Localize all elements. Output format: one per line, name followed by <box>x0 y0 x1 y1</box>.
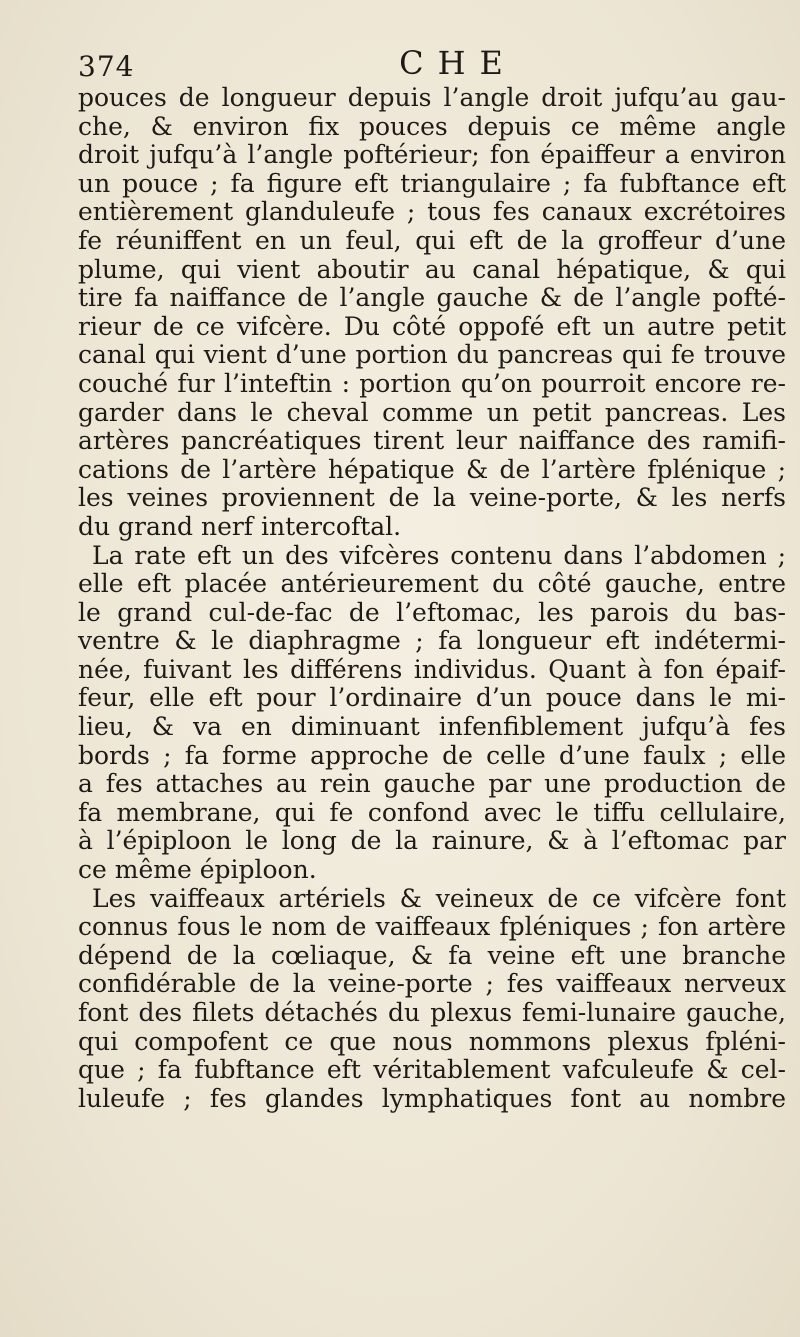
text-line: à l’épiploon le long de la rainure, & à l’eftomac par <box>78 826 786 856</box>
running-head: CHE <box>399 44 517 82</box>
text-line: que ; fa fubftance eft véritablement vafculeufe & cel- <box>78 1055 786 1085</box>
text-line: a fes attaches au rein gauche par une production de <box>78 769 786 799</box>
text-line: rieur de ce vifcère. Du côté oppofé eft un autre petit <box>78 311 786 341</box>
text-line: droit jufqu’à l’angle poftérieur; fon épaiffeur a environ <box>78 140 786 170</box>
text-line: dépend de la cœliaque, & fa veine eft une branche <box>78 940 786 970</box>
text-line: tire fa naiffance de l’angle gauche & de l’angle pofté- <box>78 283 786 313</box>
text-line: che, & environ fix pouces depuis ce même angle <box>78 111 786 141</box>
text-line: née, fuivant les différens individus. Quant à fon épaif- <box>78 654 786 684</box>
text-line: garder dans le cheval comme un petit pancreas. Les <box>78 397 786 427</box>
text-line: ventre & le diaphragme ; fa longueur eft indétermi- <box>78 626 786 656</box>
text-line: le grand cul-de-fac de l’eftomac, les parois du bas- <box>78 597 786 627</box>
paragraph-last-line: ce même épiploon. <box>78 855 317 885</box>
text-line: confidérable de la veine-porte ; fes vaiffeaux nerveux <box>78 969 786 999</box>
paragraph-first-line: Les vaiffeaux artériels & veineux de ce vifcère font <box>92 883 786 913</box>
paragraph-first-line: La rate eft un des vifcères contenu dans l’abdomen ; <box>92 540 786 570</box>
text-line: pouces de longueur depuis l’angle droit jufqu’au gau- <box>78 83 786 112</box>
page-header <box>78 44 786 88</box>
text-line: cations de l’artère hépatique & de l’artère fplénique ; <box>78 454 786 484</box>
text-line: artères pancréatiques tirent leur naiffance des ramifi- <box>78 426 786 456</box>
text-line: bords ; fa forme approche de celle d’une faulx ; elle <box>78 740 786 770</box>
paragraph-last-line: du grand nerf intercoftal. <box>78 511 402 541</box>
text-line: qui compofent ce que nous nommons plexus fpléni- <box>78 1026 786 1056</box>
page-number: 374 <box>78 50 135 83</box>
text-line: luleufe ; fes glandes lymphatiques font au nombre <box>78 1083 786 1113</box>
text-line: connus fous le nom de vaiffeaux fpléniques ; fon artère <box>78 912 786 942</box>
text-line: elle eft placée antérieurement du côté gauche, entre <box>78 569 786 599</box>
text-line: font des filets détachés du plexus femi-lunaire gauche, <box>78 998 786 1027</box>
text-line: les veines proviennent de la veine-porte, & les nerfs <box>78 483 786 513</box>
text-line: feur, elle eft pour l’ordinaire d’un pouce dans le mi- <box>78 683 786 713</box>
text-line: entièrement glanduleufe ; tous fes canaux excrétoires <box>78 197 786 227</box>
text-line: canal qui vient d’une portion du pancreas qui fe trouve <box>78 340 786 370</box>
text-line: fa membrane, qui fe confond avec le tiffu cellulaire, <box>78 797 786 827</box>
text-line: lieu, & va en diminuant infenfiblement jufqu’à fes <box>78 712 786 742</box>
text-line: fe réuniffent en un feul, qui eft de la groffeur d’une <box>78 225 786 255</box>
text-line: plume, qui vient aboutir au canal hépatique, & qui <box>78 254 786 284</box>
text-line: couché fur l’inteftin : portion qu’on pourroit encore re- <box>78 368 786 398</box>
body-text <box>78 84 786 1113</box>
text-line: un pouce ; fa figure eft triangulaire ; fa fubftance eft <box>78 168 786 198</box>
